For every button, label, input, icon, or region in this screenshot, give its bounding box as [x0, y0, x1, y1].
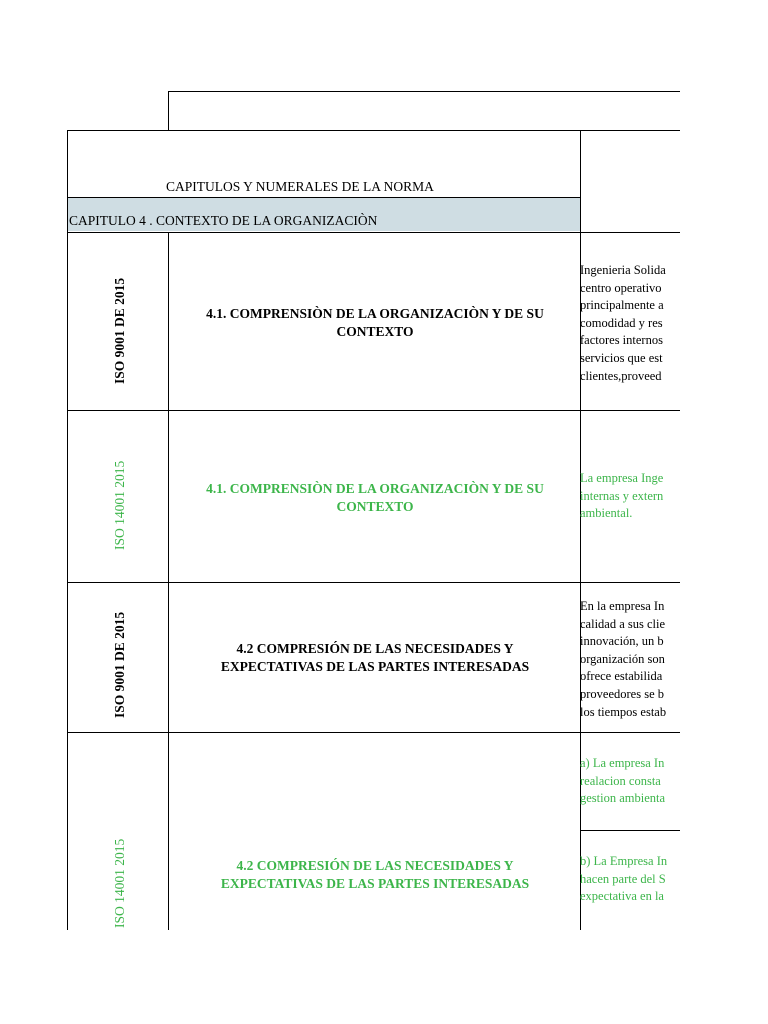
left-border	[67, 130, 68, 930]
description-text-a: a) La empresa In realacion consta gestion ambienta	[580, 756, 666, 806]
col-divider	[168, 232, 169, 930]
row-divider-3	[67, 582, 680, 583]
mid-border	[580, 130, 581, 930]
description-text: Ingenieria Solida centro operativo principalmente a comodidad y res factores internos servicios que est clientes,proveed	[580, 263, 666, 383]
header-top-border	[67, 130, 680, 131]
band-top	[67, 197, 580, 198]
top-border	[168, 91, 680, 92]
description-text-b: b) La Empresa In hacen parte del S expectativa en la	[580, 854, 668, 904]
row-divider-2	[67, 410, 680, 411]
chapter-title: CAPITULO 4 . CONTEXTO DE LA ORGANIZACIÒN	[69, 213, 378, 228]
row-divider-4	[67, 732, 680, 733]
top-left-border	[168, 91, 169, 131]
description-text: La empresa Inge internas y extern ambiental.	[580, 471, 664, 521]
row-divider-4b	[580, 830, 680, 831]
numeral-title: 4.2 COMPRESIÓN DE LAS NECESIDADES Y EXPECTATIVAS DE LAS PARTES INTERESADAS	[220, 858, 530, 891]
numeral-title: 4.1. COMPRENSIÒN DE LA ORGANIZACIÒN Y DE SU CONTEXTO	[206, 481, 544, 514]
row-divider-1b	[580, 232, 680, 233]
standard-label: ISO 9001 DE 2015	[112, 277, 127, 384]
numeral-title: 4.1. COMPRENSIÒN DE LA ORGANIZACIÒN Y DE SU CONTEXTO	[206, 306, 544, 339]
row-divider-1	[67, 232, 580, 233]
numeral-title: 4.2 COMPRESIÓN DE LAS NECESIDADES Y EXPECTATIVAS DE LAS PARTES INTERESADAS	[220, 641, 530, 674]
page-title: CAPITULOS Y NUMERALES DE LA NORMA	[166, 179, 434, 194]
description-text: En la empresa In calidad a sus clie innovación, un b organización son ofrece estabilida proveedores se b los tiempos estab	[580, 599, 667, 719]
standard-label: ISO 14001 2015	[112, 460, 127, 550]
standard-label: ISO 14001 2015	[112, 838, 127, 928]
standard-label: ISO 9001 DE 2015	[112, 611, 127, 718]
